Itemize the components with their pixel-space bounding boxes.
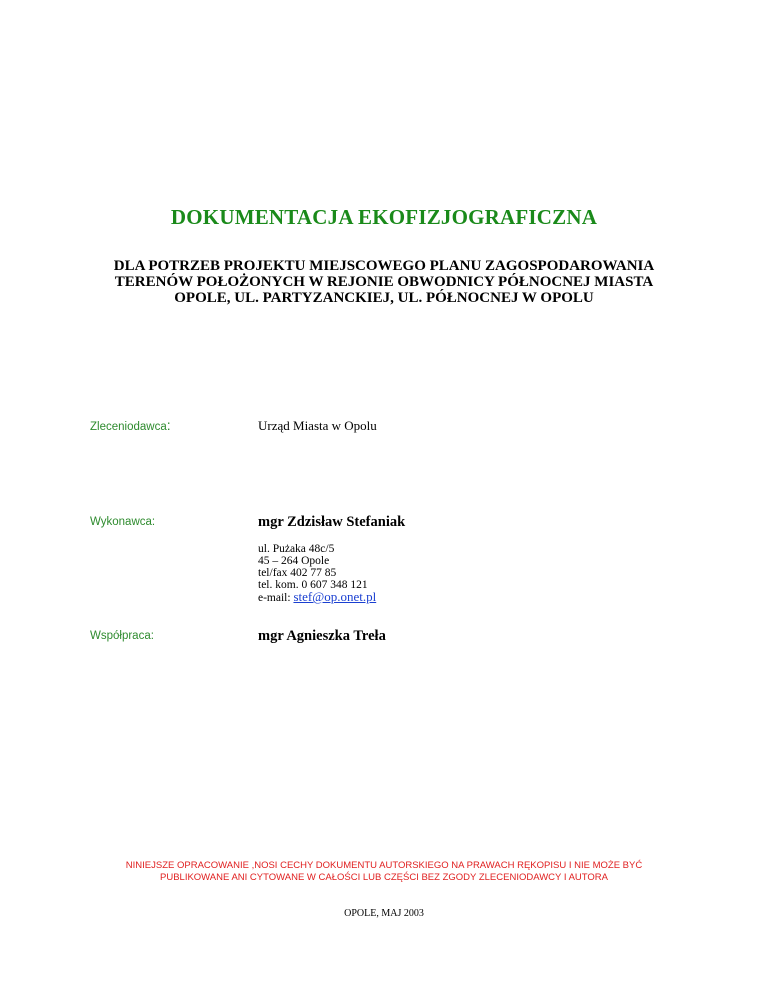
notice-line: NINIEJSZE OPRACOWANIE ,NOSI CECHY DOKUMENTU AUTORSKIEGO NA PRAWACH RĘKOPISU I NIE MOŻE BYĆ bbox=[125, 860, 643, 871]
email-prefix: e-mail: bbox=[258, 592, 294, 604]
address-line: ul. Pużaka 48c/5 bbox=[258, 543, 335, 555]
address-line: tel. kom. 0 607 348 121 bbox=[258, 579, 368, 591]
address-line: 45 – 264 Opole bbox=[258, 555, 330, 567]
document-title: DOKUMENTACJA EKOFIZJOGRAFICZNA bbox=[170, 205, 598, 229]
notice-line: PUBLIKOWANE ANI CYTOWANE W CAŁOŚCI LUB CZĘŚCI BEZ ZGODY ZLECENIODAWCY I AUTORA bbox=[160, 872, 608, 883]
client-value: Urząd Miasta w Opolu bbox=[258, 418, 377, 433]
email-link[interactable]: stef@op.onet.pl bbox=[293, 589, 377, 604]
document-subtitle bbox=[60, 258, 708, 306]
email-line bbox=[258, 591, 376, 604]
footer-place-date: OPOLE, MAJ 2003 bbox=[344, 908, 424, 919]
subtitle-line: TERENÓW POŁOŻONYCH W REJONIE OBWODNICY PÓŁNOCNEJ MIASTA bbox=[114, 274, 654, 290]
subtitle-line: OPOLE, UL. PARTYZANCKIEJ, UL. PÓŁNOCNEJ W OPOLU bbox=[174, 290, 594, 306]
cooperation-name: mgr Agnieszka Treła bbox=[258, 628, 386, 644]
address-line: tel/fax 402 77 85 bbox=[258, 567, 337, 579]
client-label bbox=[90, 417, 171, 433]
contractor-label: Wykonawca: bbox=[90, 516, 156, 528]
cooperation-label: Współpraca: bbox=[90, 630, 154, 642]
contractor-address bbox=[258, 543, 376, 604]
copyright-notice bbox=[40, 860, 728, 884]
client-label-text: Zleceniodawca bbox=[90, 421, 167, 433]
client-label-colon: : bbox=[166, 417, 171, 433]
subtitle-line: DLA POTRZEB PROJEKTU MIEJSCOWEGO PLANU ZAGOSPODAROWANIA bbox=[113, 258, 655, 274]
contractor-name: mgr Zdzisław Stefaniak bbox=[258, 514, 406, 530]
